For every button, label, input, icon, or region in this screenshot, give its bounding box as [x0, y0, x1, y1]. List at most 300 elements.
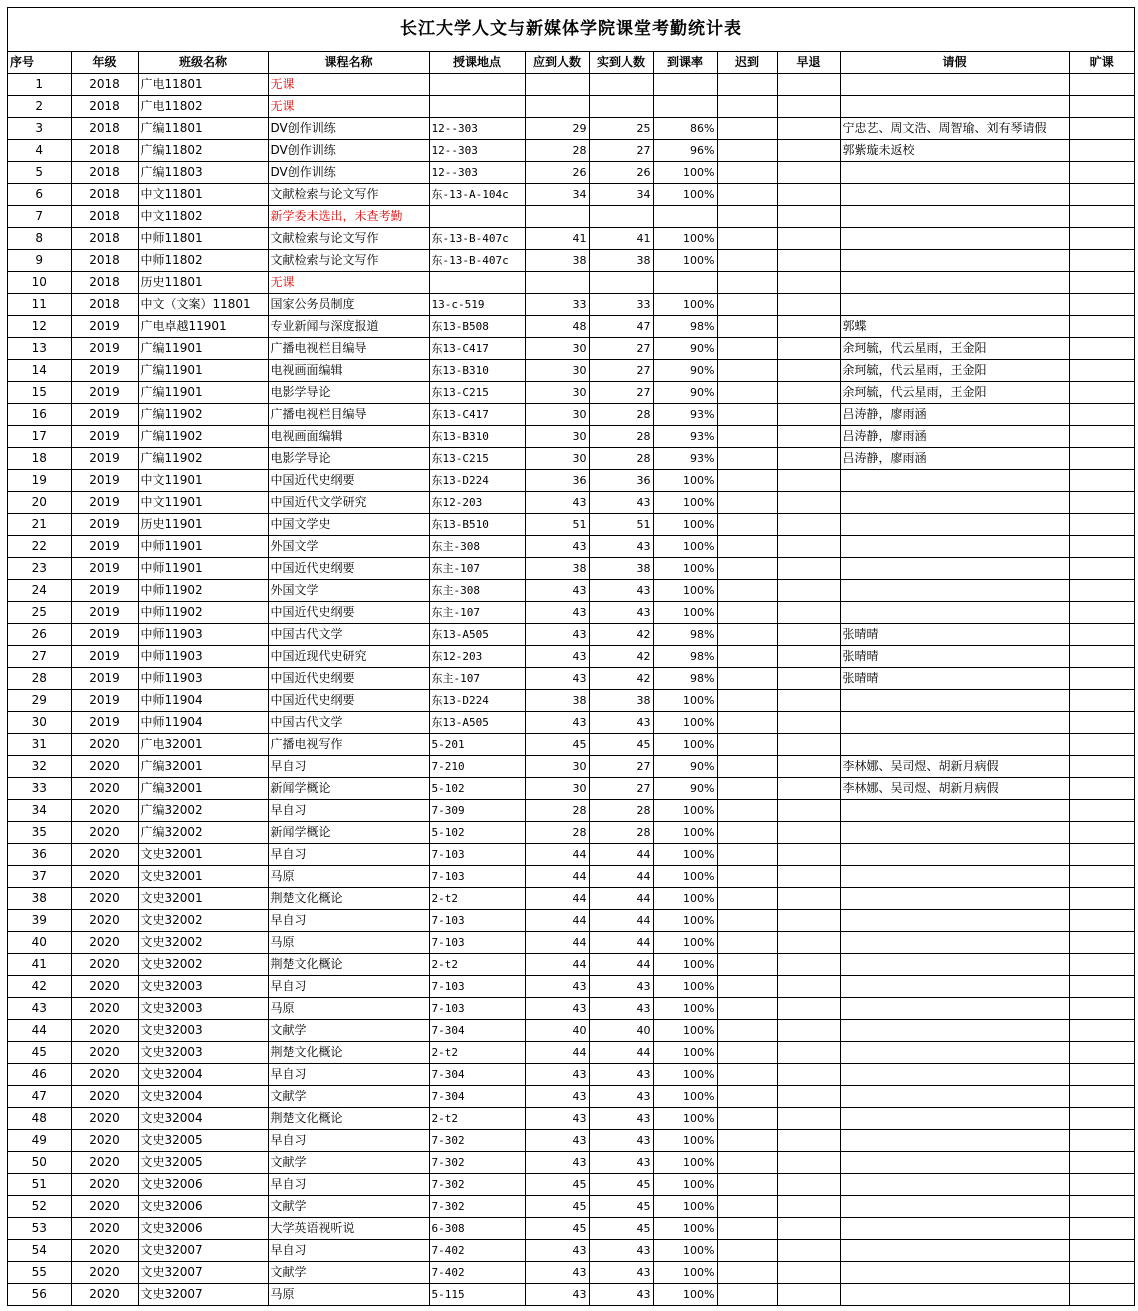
- cell-expected: 43: [525, 712, 589, 734]
- cell-rate: 90%: [653, 360, 717, 382]
- cell-course: 中国古代文学: [268, 624, 429, 646]
- cell-rate: 100%: [653, 932, 717, 954]
- cell-expected: 36: [525, 470, 589, 492]
- table-row: [8, 272, 1134, 294]
- cell-actual: [589, 96, 653, 118]
- cell-year: 2019: [71, 514, 138, 536]
- cell-absent: [1069, 624, 1134, 646]
- cell-room: 2-t2: [429, 1108, 525, 1130]
- attendance-sheet: [7, 7, 1135, 1306]
- cell-early: [777, 118, 840, 140]
- cell-rate: 100%: [653, 536, 717, 558]
- table-row: [8, 734, 1134, 756]
- cell-late: [717, 382, 777, 404]
- cell-leave: [840, 580, 1069, 602]
- cell-class: 广编32001: [138, 778, 268, 800]
- cell-year: 2019: [71, 338, 138, 360]
- cell-expected: 48: [525, 316, 589, 338]
- cell-seq: 35: [8, 822, 71, 844]
- cell-rate: 100%: [653, 888, 717, 910]
- cell-absent: [1069, 228, 1134, 250]
- cell-expected: 44: [525, 954, 589, 976]
- cell-actual: 44: [589, 954, 653, 976]
- cell-early: [777, 624, 840, 646]
- table-row: [8, 404, 1134, 426]
- cell-absent: [1069, 844, 1134, 866]
- cell-early: [777, 558, 840, 580]
- cell-year: 2019: [71, 492, 138, 514]
- cell-seq: 28: [8, 668, 71, 690]
- cell-year: 2020: [71, 822, 138, 844]
- cell-year: 2020: [71, 1042, 138, 1064]
- cell-expected: 43: [525, 492, 589, 514]
- cell-seq: 12: [8, 316, 71, 338]
- cell-late: [717, 492, 777, 514]
- cell-absent: [1069, 712, 1134, 734]
- cell-actual: 33: [589, 294, 653, 316]
- cell-absent: [1069, 800, 1134, 822]
- cell-late: [717, 294, 777, 316]
- cell-late: [717, 580, 777, 602]
- cell-actual: 43: [589, 1108, 653, 1130]
- cell-early: [777, 74, 840, 96]
- cell-rate: 100%: [653, 1064, 717, 1086]
- cell-expected: 30: [525, 382, 589, 404]
- cell-class: 中师11902: [138, 602, 268, 624]
- table-row: [8, 668, 1134, 690]
- cell-class: 广编32002: [138, 800, 268, 822]
- cell-year: 2019: [71, 624, 138, 646]
- cell-year: 2019: [71, 712, 138, 734]
- cell-year: 2020: [71, 1218, 138, 1240]
- cell-seq: 1: [8, 74, 71, 96]
- cell-absent: [1069, 668, 1134, 690]
- cell-room: 东13-C417: [429, 338, 525, 360]
- table-row: [8, 118, 1134, 140]
- cell-course: 广播电视栏目编导: [268, 338, 429, 360]
- cell-leave: 余珂毓，代云星雨，王金阳: [840, 382, 1069, 404]
- cell-rate: [653, 206, 717, 228]
- cell-leave: [840, 1064, 1069, 1086]
- cell-actual: 43: [589, 536, 653, 558]
- cell-class: 文史32007: [138, 1262, 268, 1284]
- cell-year: 2018: [71, 294, 138, 316]
- cell-early: [777, 734, 840, 756]
- table-row: [8, 844, 1134, 866]
- header-year: 年级: [71, 52, 138, 74]
- cell-seq: 25: [8, 602, 71, 624]
- cell-expected: 45: [525, 1196, 589, 1218]
- cell-room: 12--303: [429, 162, 525, 184]
- cell-early: [777, 778, 840, 800]
- cell-class: 历史11801: [138, 272, 268, 294]
- cell-class: 文史32004: [138, 1108, 268, 1130]
- cell-late: [717, 734, 777, 756]
- attendance-table: [8, 52, 1134, 1305]
- header-room: 授课地点: [429, 52, 525, 74]
- cell-course: 新学委未选出，未查考勤: [268, 206, 429, 228]
- cell-actual: 43: [589, 1086, 653, 1108]
- cell-absent: [1069, 140, 1134, 162]
- cell-leave: [840, 492, 1069, 514]
- cell-rate: 100%: [653, 294, 717, 316]
- cell-actual: 43: [589, 1130, 653, 1152]
- cell-leave: 吕涛静，廖雨涵: [840, 404, 1069, 426]
- cell-early: [777, 1108, 840, 1130]
- cell-seq: 41: [8, 954, 71, 976]
- cell-year: 2019: [71, 382, 138, 404]
- cell-year: 2018: [71, 250, 138, 272]
- cell-rate: 100%: [653, 844, 717, 866]
- cell-leave: [840, 602, 1069, 624]
- cell-expected: 28: [525, 800, 589, 822]
- cell-room: 5-102: [429, 778, 525, 800]
- cell-course: 文献学: [268, 1262, 429, 1284]
- cell-room: 东13-A505: [429, 712, 525, 734]
- table-row: [8, 646, 1134, 668]
- cell-room: 7-309: [429, 800, 525, 822]
- cell-rate: 100%: [653, 1240, 717, 1262]
- cell-early: [777, 866, 840, 888]
- cell-actual: 28: [589, 822, 653, 844]
- cell-room: 东13-B510: [429, 514, 525, 536]
- cell-actual: [589, 74, 653, 96]
- cell-room: 东-13-B-407c: [429, 228, 525, 250]
- cell-year: 2020: [71, 778, 138, 800]
- cell-course: 中国近现代史研究: [268, 646, 429, 668]
- cell-late: [717, 162, 777, 184]
- cell-class: 广编32002: [138, 822, 268, 844]
- cell-early: [777, 404, 840, 426]
- cell-early: [777, 910, 840, 932]
- cell-late: [717, 228, 777, 250]
- cell-leave: [840, 1152, 1069, 1174]
- cell-course: 广播电视写作: [268, 734, 429, 756]
- cell-class: 中师11903: [138, 646, 268, 668]
- cell-class: 中文11802: [138, 206, 268, 228]
- cell-absent: [1069, 514, 1134, 536]
- cell-leave: 郭紫璇未返校: [840, 140, 1069, 162]
- cell-class: 文史32004: [138, 1064, 268, 1086]
- cell-room: 12--303: [429, 118, 525, 140]
- cell-expected: 43: [525, 602, 589, 624]
- cell-room: 东-13-A-104c: [429, 184, 525, 206]
- cell-actual: 43: [589, 602, 653, 624]
- cell-late: [717, 1196, 777, 1218]
- cell-rate: 98%: [653, 316, 717, 338]
- cell-course: 中国近代史纲要: [268, 470, 429, 492]
- table-row: [8, 470, 1134, 492]
- cell-rate: 100%: [653, 184, 717, 206]
- cell-rate: 100%: [653, 470, 717, 492]
- cell-early: [777, 184, 840, 206]
- cell-actual: 45: [589, 1196, 653, 1218]
- table-row: [8, 492, 1134, 514]
- cell-late: [717, 118, 777, 140]
- cell-late: [717, 866, 777, 888]
- cell-class: 文史32006: [138, 1196, 268, 1218]
- cell-room: 7-103: [429, 844, 525, 866]
- cell-course: 新闻学概论: [268, 822, 429, 844]
- table-row: [8, 800, 1134, 822]
- cell-room: 7-302: [429, 1174, 525, 1196]
- cell-class: 文史32005: [138, 1152, 268, 1174]
- cell-seq: 21: [8, 514, 71, 536]
- cell-late: [717, 1240, 777, 1262]
- cell-late: [717, 1284, 777, 1306]
- cell-seq: 51: [8, 1174, 71, 1196]
- cell-year: 2018: [71, 96, 138, 118]
- cell-early: [777, 338, 840, 360]
- cell-room: 东主-107: [429, 558, 525, 580]
- cell-actual: [589, 206, 653, 228]
- cell-rate: 100%: [653, 1262, 717, 1284]
- cell-year: 2020: [71, 1262, 138, 1284]
- cell-expected: 30: [525, 404, 589, 426]
- cell-course: 专业新闻与深度报道: [268, 316, 429, 338]
- table-row: [8, 822, 1134, 844]
- cell-rate: 100%: [653, 1284, 717, 1306]
- cell-room: 13-c-519: [429, 294, 525, 316]
- cell-early: [777, 1174, 840, 1196]
- cell-year: 2020: [71, 1152, 138, 1174]
- cell-absent: [1069, 580, 1134, 602]
- header-class: 班级名称: [138, 52, 268, 74]
- cell-expected: [525, 96, 589, 118]
- cell-year: 2020: [71, 844, 138, 866]
- cell-rate: 100%: [653, 580, 717, 602]
- cell-rate: 100%: [653, 162, 717, 184]
- cell-absent: [1069, 184, 1134, 206]
- cell-actual: 51: [589, 514, 653, 536]
- cell-seq: 20: [8, 492, 71, 514]
- cell-absent: [1069, 1152, 1134, 1174]
- cell-year: 2019: [71, 470, 138, 492]
- cell-rate: 100%: [653, 1152, 717, 1174]
- cell-class: 中师11903: [138, 668, 268, 690]
- cell-expected: 45: [525, 1174, 589, 1196]
- cell-actual: 43: [589, 1064, 653, 1086]
- cell-expected: 43: [525, 1086, 589, 1108]
- cell-actual: 27: [589, 140, 653, 162]
- cell-year: 2019: [71, 690, 138, 712]
- cell-course: 中国近代史纲要: [268, 602, 429, 624]
- cell-absent: [1069, 162, 1134, 184]
- cell-class: 文史32001: [138, 888, 268, 910]
- cell-seq: 43: [8, 998, 71, 1020]
- cell-early: [777, 1152, 840, 1174]
- cell-year: 2019: [71, 602, 138, 624]
- cell-seq: 56: [8, 1284, 71, 1306]
- cell-actual: 42: [589, 668, 653, 690]
- cell-leave: [840, 558, 1069, 580]
- cell-course: 中国古代文学: [268, 712, 429, 734]
- cell-actual: 44: [589, 910, 653, 932]
- cell-expected: 43: [525, 1262, 589, 1284]
- table-row: [8, 1152, 1134, 1174]
- cell-class: 中文11901: [138, 470, 268, 492]
- cell-rate: 100%: [653, 910, 717, 932]
- cell-course: 中国近代史纲要: [268, 558, 429, 580]
- cell-course: 早自习: [268, 976, 429, 998]
- cell-leave: [840, 272, 1069, 294]
- cell-leave: [840, 1130, 1069, 1152]
- cell-class: 文史32004: [138, 1086, 268, 1108]
- cell-class: 广编11801: [138, 118, 268, 140]
- cell-expected: 43: [525, 1130, 589, 1152]
- cell-rate: 100%: [653, 558, 717, 580]
- cell-early: [777, 470, 840, 492]
- cell-course: 早自习: [268, 756, 429, 778]
- cell-year: 2020: [71, 800, 138, 822]
- cell-late: [717, 800, 777, 822]
- cell-leave: [840, 1020, 1069, 1042]
- cell-late: [717, 646, 777, 668]
- cell-late: [717, 140, 777, 162]
- cell-absent: [1069, 602, 1134, 624]
- cell-room: [429, 206, 525, 228]
- cell-absent: [1069, 690, 1134, 712]
- cell-late: [717, 932, 777, 954]
- cell-expected: 30: [525, 338, 589, 360]
- cell-seq: 19: [8, 470, 71, 492]
- cell-expected: 38: [525, 250, 589, 272]
- cell-leave: [840, 1240, 1069, 1262]
- cell-year: 2020: [71, 1196, 138, 1218]
- cell-course: 荆楚文化概论: [268, 954, 429, 976]
- cell-absent: [1069, 1262, 1134, 1284]
- table-row: [8, 338, 1134, 360]
- cell-course: 国家公务员制度: [268, 294, 429, 316]
- cell-expected: 30: [525, 778, 589, 800]
- cell-seq: 32: [8, 756, 71, 778]
- cell-early: [777, 492, 840, 514]
- cell-absent: [1069, 404, 1134, 426]
- cell-early: [777, 1086, 840, 1108]
- cell-absent: [1069, 1042, 1134, 1064]
- cell-room: 东13-C215: [429, 382, 525, 404]
- cell-expected: 30: [525, 426, 589, 448]
- cell-absent: [1069, 910, 1134, 932]
- cell-year: 2020: [71, 1130, 138, 1152]
- cell-year: 2018: [71, 206, 138, 228]
- cell-early: [777, 1130, 840, 1152]
- cell-rate: [653, 74, 717, 96]
- cell-actual: 43: [589, 712, 653, 734]
- cell-absent: [1069, 1240, 1134, 1262]
- cell-room: 5-115: [429, 1284, 525, 1306]
- cell-rate: 86%: [653, 118, 717, 140]
- cell-early: [777, 448, 840, 470]
- cell-rate: 100%: [653, 1130, 717, 1152]
- cell-course: 电影学导论: [268, 448, 429, 470]
- table-row: [8, 1020, 1134, 1042]
- cell-leave: [840, 250, 1069, 272]
- cell-absent: [1069, 74, 1134, 96]
- cell-course: 无课: [268, 96, 429, 118]
- cell-absent: [1069, 1218, 1134, 1240]
- cell-leave: [840, 1108, 1069, 1130]
- cell-leave: [840, 228, 1069, 250]
- cell-absent: [1069, 316, 1134, 338]
- cell-expected: 30: [525, 448, 589, 470]
- cell-room: 7-210: [429, 756, 525, 778]
- header-late: 迟到: [717, 52, 777, 74]
- cell-rate: 100%: [653, 976, 717, 998]
- cell-early: [777, 932, 840, 954]
- cell-actual: 34: [589, 184, 653, 206]
- cell-late: [717, 954, 777, 976]
- cell-course: 文献检索与论文写作: [268, 228, 429, 250]
- cell-absent: [1069, 976, 1134, 998]
- cell-class: 文史32003: [138, 998, 268, 1020]
- cell-seq: 34: [8, 800, 71, 822]
- cell-rate: 98%: [653, 668, 717, 690]
- cell-seq: 16: [8, 404, 71, 426]
- cell-actual: 27: [589, 382, 653, 404]
- cell-expected: 43: [525, 1240, 589, 1262]
- cell-expected: 33: [525, 294, 589, 316]
- cell-early: [777, 646, 840, 668]
- cell-seq: 46: [8, 1064, 71, 1086]
- cell-actual: 44: [589, 866, 653, 888]
- cell-actual: 43: [589, 976, 653, 998]
- header-absent: 旷课: [1069, 52, 1134, 74]
- cell-seq: 47: [8, 1086, 71, 1108]
- cell-leave: [840, 932, 1069, 954]
- cell-class: 中师11904: [138, 690, 268, 712]
- cell-course: 文献学: [268, 1020, 429, 1042]
- cell-course: 荆楚文化概论: [268, 888, 429, 910]
- cell-leave: [840, 162, 1069, 184]
- cell-course: 荆楚文化概论: [268, 1108, 429, 1130]
- cell-late: [717, 976, 777, 998]
- cell-room: 7-103: [429, 976, 525, 998]
- cell-absent: [1069, 1196, 1134, 1218]
- table-row: [8, 96, 1134, 118]
- cell-rate: 90%: [653, 382, 717, 404]
- cell-actual: 42: [589, 624, 653, 646]
- cell-late: [717, 624, 777, 646]
- cell-early: [777, 96, 840, 118]
- cell-leave: [840, 1284, 1069, 1306]
- table-row: [8, 514, 1134, 536]
- cell-early: [777, 1020, 840, 1042]
- cell-late: [717, 448, 777, 470]
- cell-late: [717, 1042, 777, 1064]
- cell-absent: [1069, 272, 1134, 294]
- cell-course: 文献检索与论文写作: [268, 184, 429, 206]
- cell-leave: [840, 536, 1069, 558]
- cell-actual: 44: [589, 844, 653, 866]
- cell-early: [777, 514, 840, 536]
- cell-absent: [1069, 1130, 1134, 1152]
- cell-seq: 2: [8, 96, 71, 118]
- cell-late: [717, 668, 777, 690]
- cell-class: 中文11801: [138, 184, 268, 206]
- cell-absent: [1069, 1108, 1134, 1130]
- table-row: [8, 690, 1134, 712]
- cell-course: DV创作训练: [268, 118, 429, 140]
- cell-leave: [840, 74, 1069, 96]
- cell-late: [717, 1130, 777, 1152]
- cell-leave: 张晴晴: [840, 646, 1069, 668]
- cell-actual: 26: [589, 162, 653, 184]
- cell-seq: 15: [8, 382, 71, 404]
- cell-seq: 42: [8, 976, 71, 998]
- cell-room: 东主-308: [429, 580, 525, 602]
- cell-absent: [1069, 1174, 1134, 1196]
